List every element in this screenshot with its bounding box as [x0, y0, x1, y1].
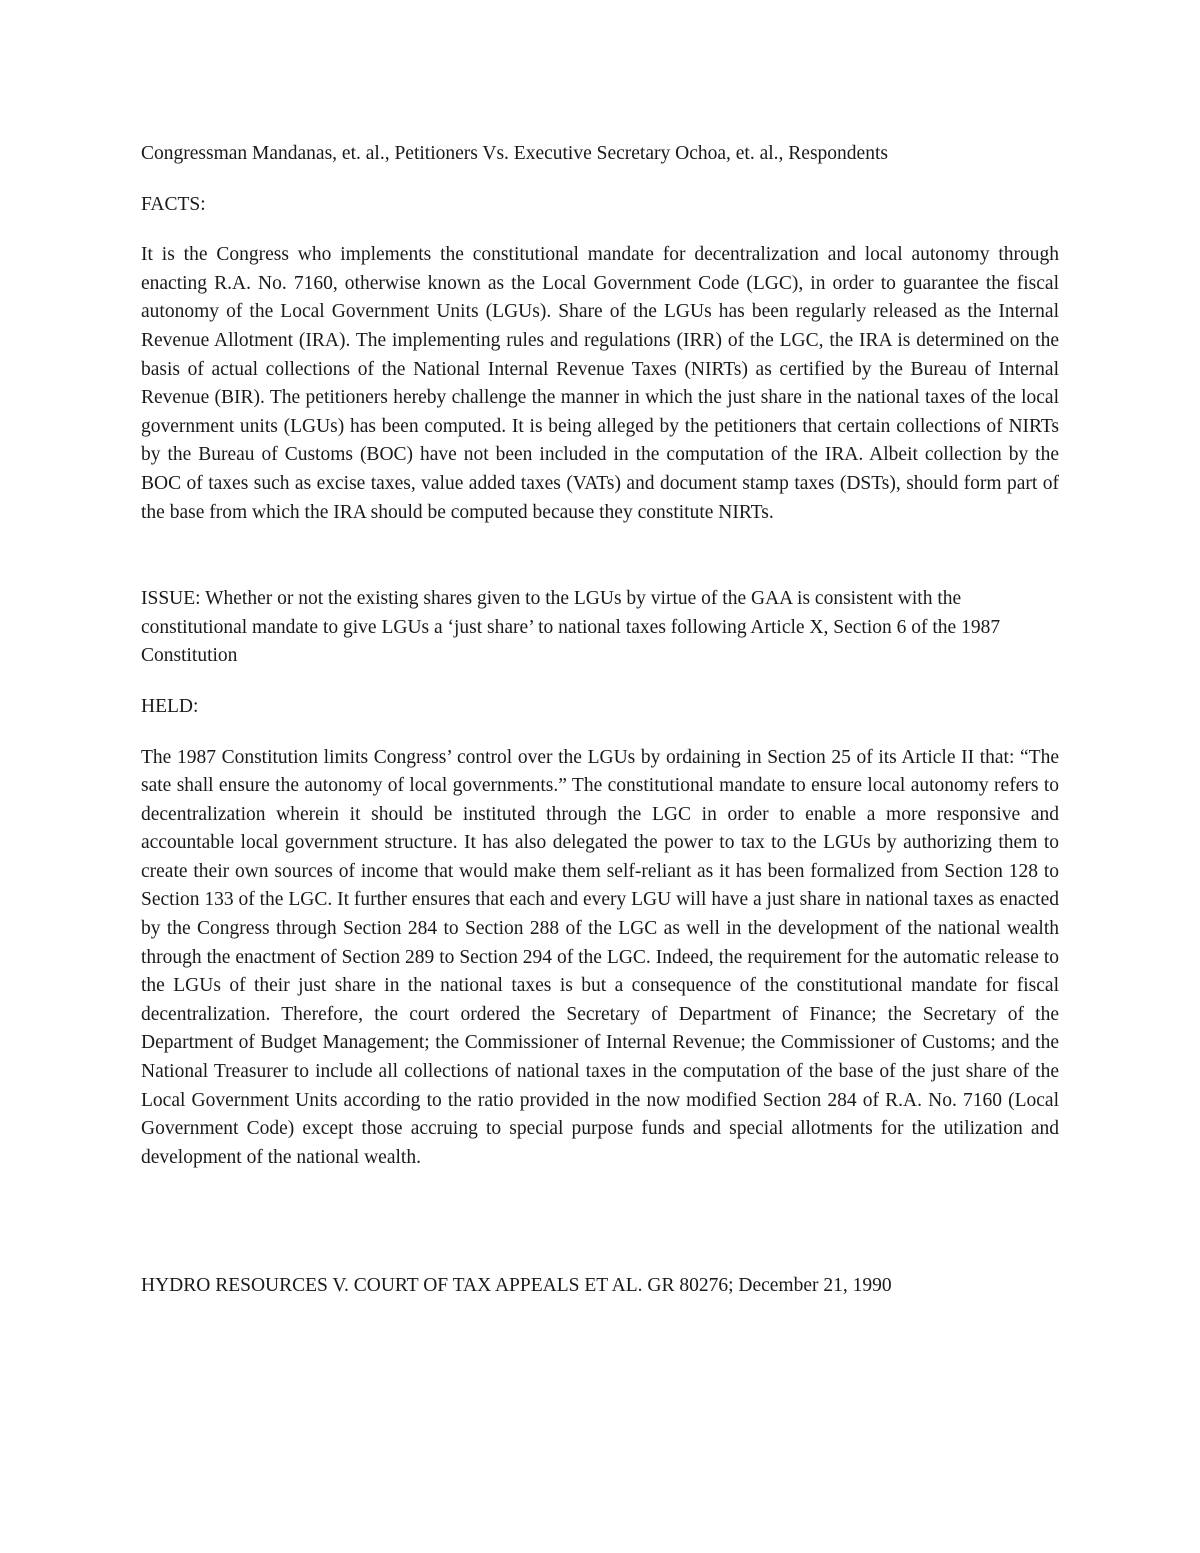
document-body [141, 140, 1059, 1301]
facts-paragraph: It is the Congress who implements the constitutional mandate for decentralization and local autonomy through enacting R.A. No. 7160, otherwise known as the Local Government Code (LGC), in order to guarantee the fiscal autonomy of the Local Government Units (LGUs). Share of the LGUs has been regularly released as the Internal Revenue Allotment (IRA). The implementing rules and regulations (IRR) of the LGC, the IRA is determined on the basis of actual collections of the National Internal Revenue Taxes (NIRTs) as certified by the Bureau of Internal Revenue (BIR). The petitioners hereby challenge the manner in which the just share in the national taxes of the local government units (LGUs) has been computed. It is being alleged by the petitioners that certain collections of NIRTs by the Bureau of Customs (BOC) have not been included in the computation of the IRA. Albeit collection by the BOC of taxes such as excise taxes, value added taxes (VATs) and document stamp taxes (DSTs), should form part of the base from which the IRA should be computed because they constitute NIRTs. [141, 244, 1059, 523]
next-case-title: HYDRO RESOURCES V. COURT OF TAX APPEALS ET AL. GR 80276; December 21, 1990 [141, 1275, 892, 1297]
case-title: Congressman Mandanas, et. al., Petitioners Vs. Executive Secretary Ochoa, et. al., Respondents [141, 143, 888, 164]
facts-heading: FACTS: [141, 193, 206, 215]
held-heading: HELD: [141, 695, 199, 717]
held-paragraph: The 1987 Constitution limits Congress’ control over the LGUs by ordaining in Section 25 of its Article II that: “The sate shall ensure the autonomy of local governments.” The constitutional mandate to ensure local autonomy refers to decentralization wherein it should be instituted through the LGC in order to enable a more responsive and accountable local government structure. It has also delegated the power to tax to the LGUs by authorizing them to create their own sources of income that would make them self-reliant as it has been formalized from Section 128 to Section 133 of the LGC. It further ensures that each and every LGU will have a just share in national taxes as enacted by the Congress through Section 284 to Section 288 of the LGC as well in the development of the national wealth through the enactment of Section 289 to Section 294 of the LGC. Indeed, the requirement for the automatic release to the LGUs of their just share in the national taxes is but a consequence of the constitutional mandate for fiscal decentralization. Therefore, the court ordered the Secretary of Department of Finance; the Secretary of the Department of Budget Management; the Commissioner of Internal Revenue; the Commissioner of Customs; and the National Treasurer to include all collections of national taxes in the computation of the base of the just share of the Local Government Units according to the ratio provided in the now modified Section 284 of R.A. No. 7160 (Local Government Code) except those accruing to special purpose funds and special allotments for the utilization and development of the national wealth. [141, 746, 1059, 1168]
issue-paragraph: ISSUE: Whether or not the existing shares given to the LGUs by virtue of the GAA is consistent with the constitutional mandate to give LGUs a ‘just share’ to national taxes following Article X, Section 6 of the 1987 Constitution [141, 588, 1001, 667]
